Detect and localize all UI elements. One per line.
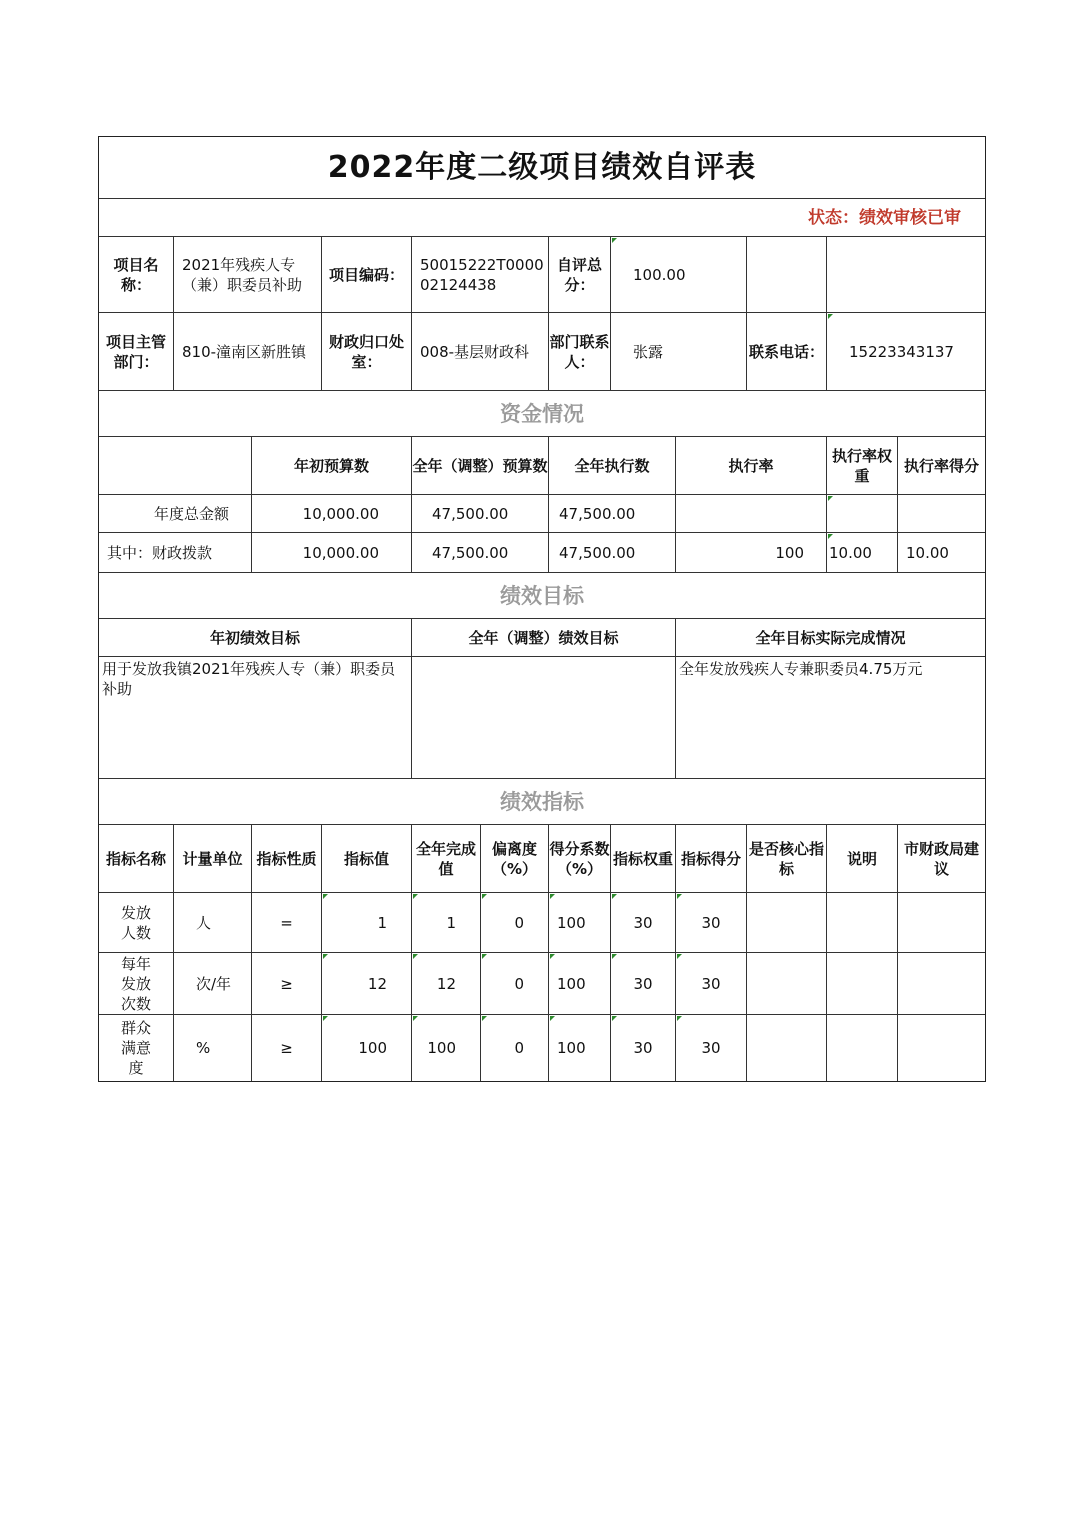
funds-cell: 10.00: [898, 533, 985, 573]
indicator-name: 发放人数: [99, 893, 174, 953]
indicator-cell: [827, 893, 898, 953]
cell-marker-icon: [828, 314, 833, 319]
empty-cell: [827, 237, 985, 313]
cell-marker-icon: [323, 1016, 328, 1021]
contact-value: 张露: [611, 313, 747, 391]
cell-marker-icon: [612, 238, 617, 243]
indicator-cell: [898, 1015, 985, 1081]
funds-header: 执行率: [676, 437, 827, 495]
funds-header: 执行率权重: [827, 437, 898, 495]
funds-cell: 47,500.00: [412, 533, 549, 573]
goals-header: 年初绩效目标: [99, 619, 412, 657]
indicator-header: 指标权重: [611, 825, 676, 893]
finance-label: 财政归口处室：: [322, 313, 412, 391]
cell-marker-icon: [323, 954, 328, 959]
goals-header: 全年目标实际完成情况: [676, 619, 985, 657]
indicator-cell: 30: [676, 1015, 747, 1081]
indicator-cell: [747, 953, 827, 1015]
self-score-value: 100.00: [611, 237, 747, 313]
indicator-cell: ≥: [252, 1015, 322, 1081]
status-label: 状态：绩效审核已审: [808, 207, 961, 228]
cell-marker-icon: [828, 534, 833, 539]
indicator-cell: [898, 893, 985, 953]
project-code-value: 50015222T000002124438: [412, 237, 549, 313]
indicator-cell: 100: [549, 953, 611, 1015]
cell-marker-icon: [550, 1016, 555, 1021]
cell-marker-icon: [612, 1016, 617, 1021]
funds-cell: [827, 495, 898, 533]
indicator-cell: [747, 893, 827, 953]
cell-marker-icon: [550, 894, 555, 899]
indicator-cell: 100: [412, 1015, 481, 1081]
dept-value: 810-潼南区新胜镇: [174, 313, 322, 391]
cell-marker-icon: [612, 954, 617, 959]
indicator-cell: [827, 1015, 898, 1081]
indicator-cell: ≥: [252, 953, 322, 1015]
indicator-cell: 100: [322, 1015, 412, 1081]
funds-cell: 47,500.00: [412, 495, 549, 533]
project-name-value: 2021年残疾人专（兼）职委员补助: [174, 237, 322, 313]
indicator-header: 指标值: [322, 825, 412, 893]
goals-section-title: 绩效目标: [99, 573, 985, 619]
indicator-cell: 30: [676, 953, 747, 1015]
indicator-cell: 1: [322, 893, 412, 953]
evaluation-sheet: [98, 136, 986, 1082]
indicator-cell: 12: [412, 953, 481, 1015]
page-title: 2022年度二级项目绩效自评表: [99, 137, 985, 199]
funds-header: 年初预算数: [252, 437, 412, 495]
project-name-label: 项目名称：: [99, 237, 174, 313]
cell-marker-icon: [482, 954, 487, 959]
indicator-cell: 次/年: [174, 953, 252, 1015]
indicator-cell: =: [252, 893, 322, 953]
indicator-cell: 1: [412, 893, 481, 953]
indicator-cell: 30: [611, 953, 676, 1015]
indicator-cell: [898, 953, 985, 1015]
indicator-header: 指标性质: [252, 825, 322, 893]
indicator-cell: [747, 1015, 827, 1081]
funds-cell: 10,000.00: [252, 533, 412, 573]
funds-cell: 10.00: [827, 533, 898, 573]
cell-marker-icon: [677, 954, 682, 959]
funds-cell: [898, 495, 985, 533]
indicator-cell: 30: [611, 893, 676, 953]
funds-row-label: 其中：财政拨款: [99, 533, 252, 573]
cell-marker-icon: [612, 894, 617, 899]
indicator-name: 群众满意度: [99, 1015, 174, 1081]
indicator-cell: [827, 953, 898, 1015]
indicator-header: 得分系数（%）: [549, 825, 611, 893]
cell-marker-icon: [677, 894, 682, 899]
indicator-cell: 100: [549, 1015, 611, 1081]
empty-cell: [747, 237, 827, 313]
indicator-header: 全年完成值: [412, 825, 481, 893]
indicator-header: 说明: [827, 825, 898, 893]
phone-value: 15223343137: [827, 313, 985, 391]
indicators-section-title: 绩效指标: [99, 779, 985, 825]
indicator-cell: 0: [481, 953, 549, 1015]
indicator-header: 计量单位: [174, 825, 252, 893]
funds-header: 全年执行数: [549, 437, 676, 495]
indicator-cell: 人: [174, 893, 252, 953]
funds-header: 全年（调整）预算数: [412, 437, 549, 495]
phone-label: 联系电话：: [747, 313, 827, 391]
cell-marker-icon: [413, 1016, 418, 1021]
funds-cell: 47,500.00: [549, 495, 676, 533]
funds-cell: [676, 495, 827, 533]
indicator-cell: 0: [481, 1015, 549, 1081]
cell-marker-icon: [323, 894, 328, 899]
cell-marker-icon: [413, 954, 418, 959]
indicator-header: 偏离度（%）: [481, 825, 549, 893]
indicator-header: 指标得分: [676, 825, 747, 893]
contact-label: 部门联系人：: [549, 313, 611, 391]
indicator-cell: 30: [611, 1015, 676, 1081]
cell-marker-icon: [482, 894, 487, 899]
funds-cell: 10,000.00: [252, 495, 412, 533]
cell-marker-icon: [828, 496, 833, 501]
indicator-cell: 30: [676, 893, 747, 953]
indicator-cell: %: [174, 1015, 252, 1081]
indicator-cell: 12: [322, 953, 412, 1015]
self-score-label: 自评总分：: [549, 237, 611, 313]
goal-adjusted-text: [412, 657, 676, 779]
indicator-name: 每年发放次数: [99, 953, 174, 1015]
indicator-header: 市财政局建议: [898, 825, 985, 893]
status-text: [99, 199, 985, 237]
funds-cell: 47,500.00: [549, 533, 676, 573]
indicator-cell: 100: [549, 893, 611, 953]
goal-actual-text: 全年发放残疾人专兼职委员4.75万元: [676, 657, 985, 779]
goals-header: 全年（调整）绩效目标: [412, 619, 676, 657]
indicator-header: 是否核心指标: [747, 825, 827, 893]
funds-header: [99, 437, 252, 495]
finance-value: 008-基层财政科: [412, 313, 549, 391]
indicator-cell: 0: [481, 893, 549, 953]
cell-marker-icon: [550, 954, 555, 959]
funds-cell: 100: [676, 533, 827, 573]
cell-marker-icon: [482, 1016, 487, 1021]
cell-marker-icon: [677, 1016, 682, 1021]
indicator-header: 指标名称: [99, 825, 174, 893]
cell-marker-icon: [413, 894, 418, 899]
goal-initial-text: 用于发放我镇2021年残疾人专（兼）职委员补助: [99, 657, 412, 779]
funds-header: 执行率得分: [898, 437, 985, 495]
project-code-label: 项目编码：: [322, 237, 412, 313]
funds-row-label: 年度总金额: [99, 495, 252, 533]
dept-label: 项目主管部门：: [99, 313, 174, 391]
funds-section-title: 资金情况: [99, 391, 985, 437]
